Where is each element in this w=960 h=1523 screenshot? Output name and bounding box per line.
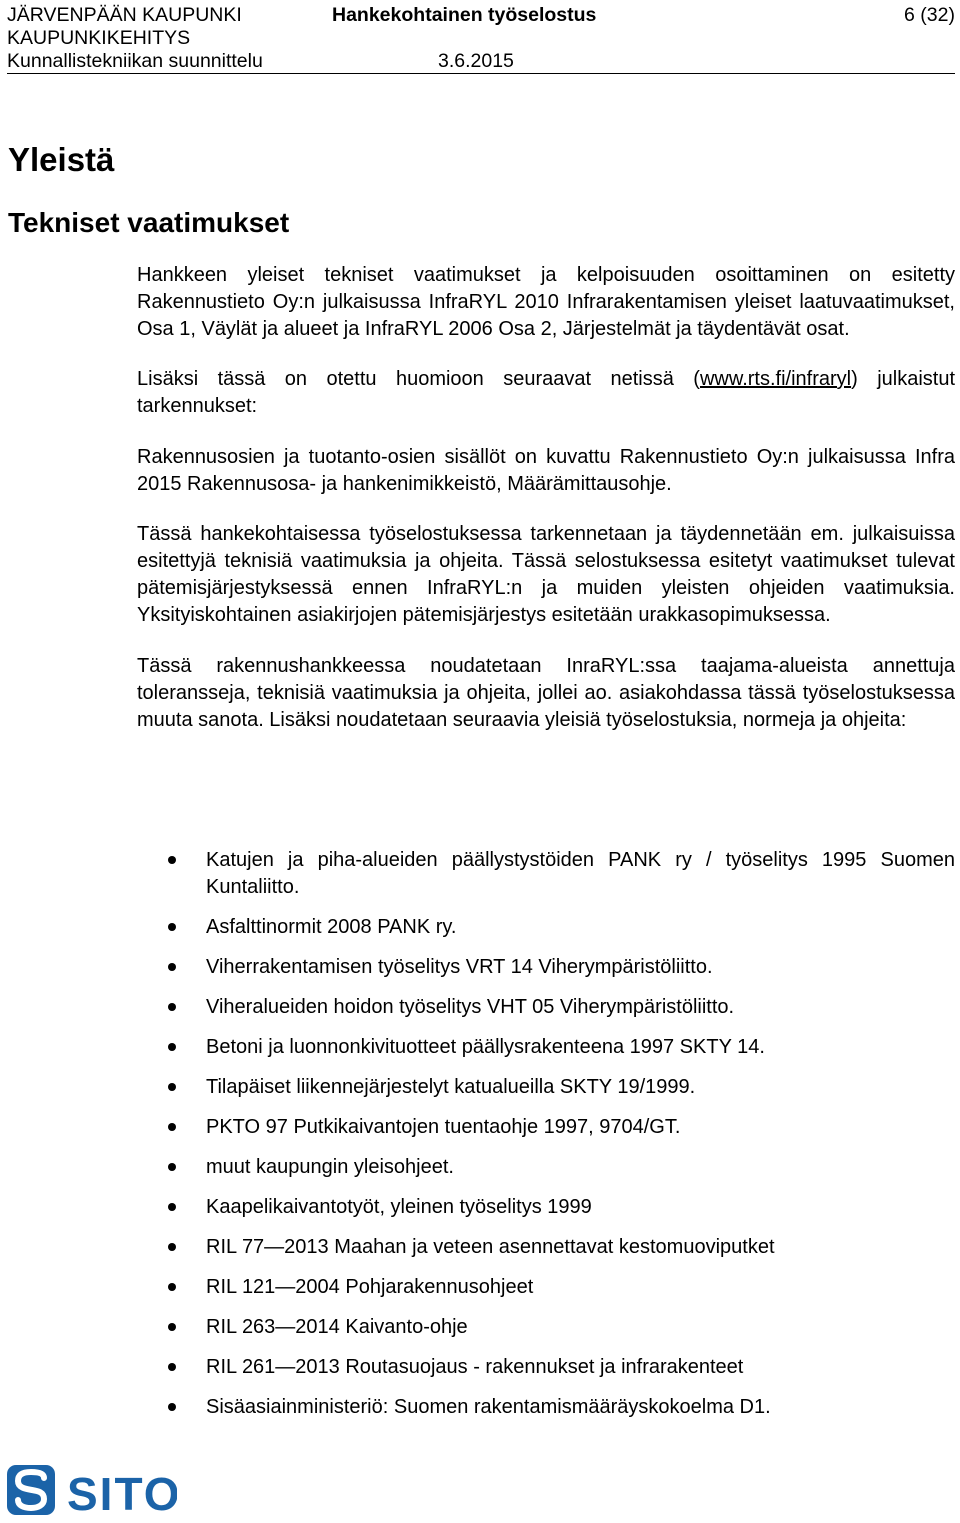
header-page-number: 6 (32)	[904, 4, 955, 26]
standards-list	[137, 847, 955, 1421]
rts-link[interactable]: www.rts.fi/infraryl	[699, 368, 852, 390]
sito-logo-icon	[7, 1463, 177, 1518]
bullet-icon	[168, 1203, 176, 1211]
bullet-icon	[168, 923, 176, 931]
list-item: muut kaupungin yleisohjeet.	[137, 1154, 955, 1181]
list-item: Betoni ja luonnonkivituotteet päällysrakenteena 1997 SKTY 14.	[137, 1034, 955, 1061]
list-item: Tilapäiset liikennejärjestelyt katualueilla SKTY 19/1999.	[137, 1074, 955, 1101]
logo-wordmark: SITO	[67, 1468, 177, 1518]
paragraph-contents: Rakennusosien ja tuotanto-osien sisällöt on kuvattu Rakennustieto Oy:n julkaisussa Infra 2015 Rakennusosa- ja hankenimikkeistö, Määrämittausohje.	[137, 446, 955, 495]
bullet-icon	[168, 963, 176, 971]
paragraph-requirements: Hankkeen yleiset tekniset vaatimukset ja kelpoisuuden osoittaminen on esitetty Rakennustieto Oy:n julkaisussa InfraRYL 2010 Infrarakentamisen yleiset laatuvaatimukset, Osa 1, Väylät ja alueet ja InfraRYL 2006 Osa 2, Järjestelmät ja täydentävät osat.	[137, 264, 955, 340]
paragraph-additions	[137, 366, 955, 420]
header-dept: KAUPUNKIKEHITYS	[7, 27, 191, 49]
list-item: RIL 261—2013 Routasuojaus - rakennukset ja infrarakenteet	[137, 1354, 955, 1381]
page-header	[0, 0, 960, 74]
bullet-icon	[168, 1243, 176, 1251]
list-item: RIL 77—2013 Maahan ja veteen asennettavat kestomuoviputket	[137, 1234, 955, 1261]
bullet-icon	[168, 1403, 176, 1411]
list-item: Viheralueiden hoidon työselitys VHT 05 Viherympäristöliitto.	[137, 994, 955, 1021]
header-unit: Kunnallistekniikan suunnittelu	[7, 50, 263, 72]
bullet-icon	[168, 1043, 176, 1051]
body-text	[137, 262, 955, 734]
bullet-icon	[168, 1283, 176, 1291]
paragraph-additions-pre: Lisäksi tässä on otettu huomioon seuraavat netissä (	[137, 368, 700, 390]
bullet-icon	[168, 1003, 176, 1011]
list-item: RIL 121—2004 Pohjarakennusohjeet	[137, 1274, 955, 1301]
bullet-icon	[168, 856, 176, 864]
bullet-icon	[168, 1123, 176, 1131]
bullet-icon	[168, 1163, 176, 1171]
bullet-icon	[168, 1083, 176, 1091]
sito-logo	[7, 1463, 177, 1518]
list-item: Viherrakentamisen työselitys VRT 14 Viherympäristöliitto.	[137, 954, 955, 981]
section-heading: Yleistä	[8, 141, 115, 178]
paragraph-precedence: Tässä hankekohtaisessa työselostuksessa tarkennetaan ja täydennetään em. julkaisuissa esitettyjä teknisiä vaatimuksia ja ohjeita. Tässä selostuksessa esitetyt vaatimukset tulevat pätemisjärjestyksessä ennen InfraRYL:n ja muiden yleisten ohjeiden vaatimuksia. Yksityiskohtainen asiakirjojen pätemisjärjestys esitetään urakkasopimuksessa.	[137, 523, 955, 626]
bullet-icon	[168, 1363, 176, 1371]
list-item: Kaapelikaivantotyöt, yleinen työselitys 1999	[137, 1194, 955, 1221]
paragraph-tolerances: Tässä rakennushankkeessa noudatetaan InraRYL:ssa taajama-alueista annettuja toleransseja, teknisiä vaatimuksia ja ohjeita, jollei ao. asiakohdassa tässä työselostuksessa muuta sanota. Lisäksi noudatetaan seuraavia yleisiä työselostuksia, normeja ja ohjeita:	[137, 655, 955, 731]
bullet-icon	[168, 1323, 176, 1331]
header-doc-title: Hankekohtainen työselostus	[332, 4, 597, 26]
paragraph-additions-post: ) julkaistut tarkennukset:	[137, 368, 955, 417]
list-item: Asfalttinormit 2008 PANK ry.	[137, 914, 955, 941]
list-item: PKTO 97 Putkikaivantojen tuentaohje 1997, 9704/GT.	[137, 1114, 955, 1141]
header-divider	[7, 73, 955, 74]
list-item: Katujen ja piha-alueiden päällystystöiden PANK ry / työselitys 1995 Suomen Kuntaliitto.	[137, 847, 955, 901]
header-org: JÄRVENPÄÄN KAUPUNKI	[7, 4, 242, 26]
list-item: Sisäasiainministeriö: Suomen rakentamismääräyskokoelma D1.	[137, 1394, 955, 1421]
list-item: RIL 263—2014 Kaivanto-ohje	[137, 1314, 955, 1341]
header-date: 3.6.2015	[438, 50, 514, 72]
subsection-heading: Tekniset vaatimukset	[8, 207, 290, 238]
